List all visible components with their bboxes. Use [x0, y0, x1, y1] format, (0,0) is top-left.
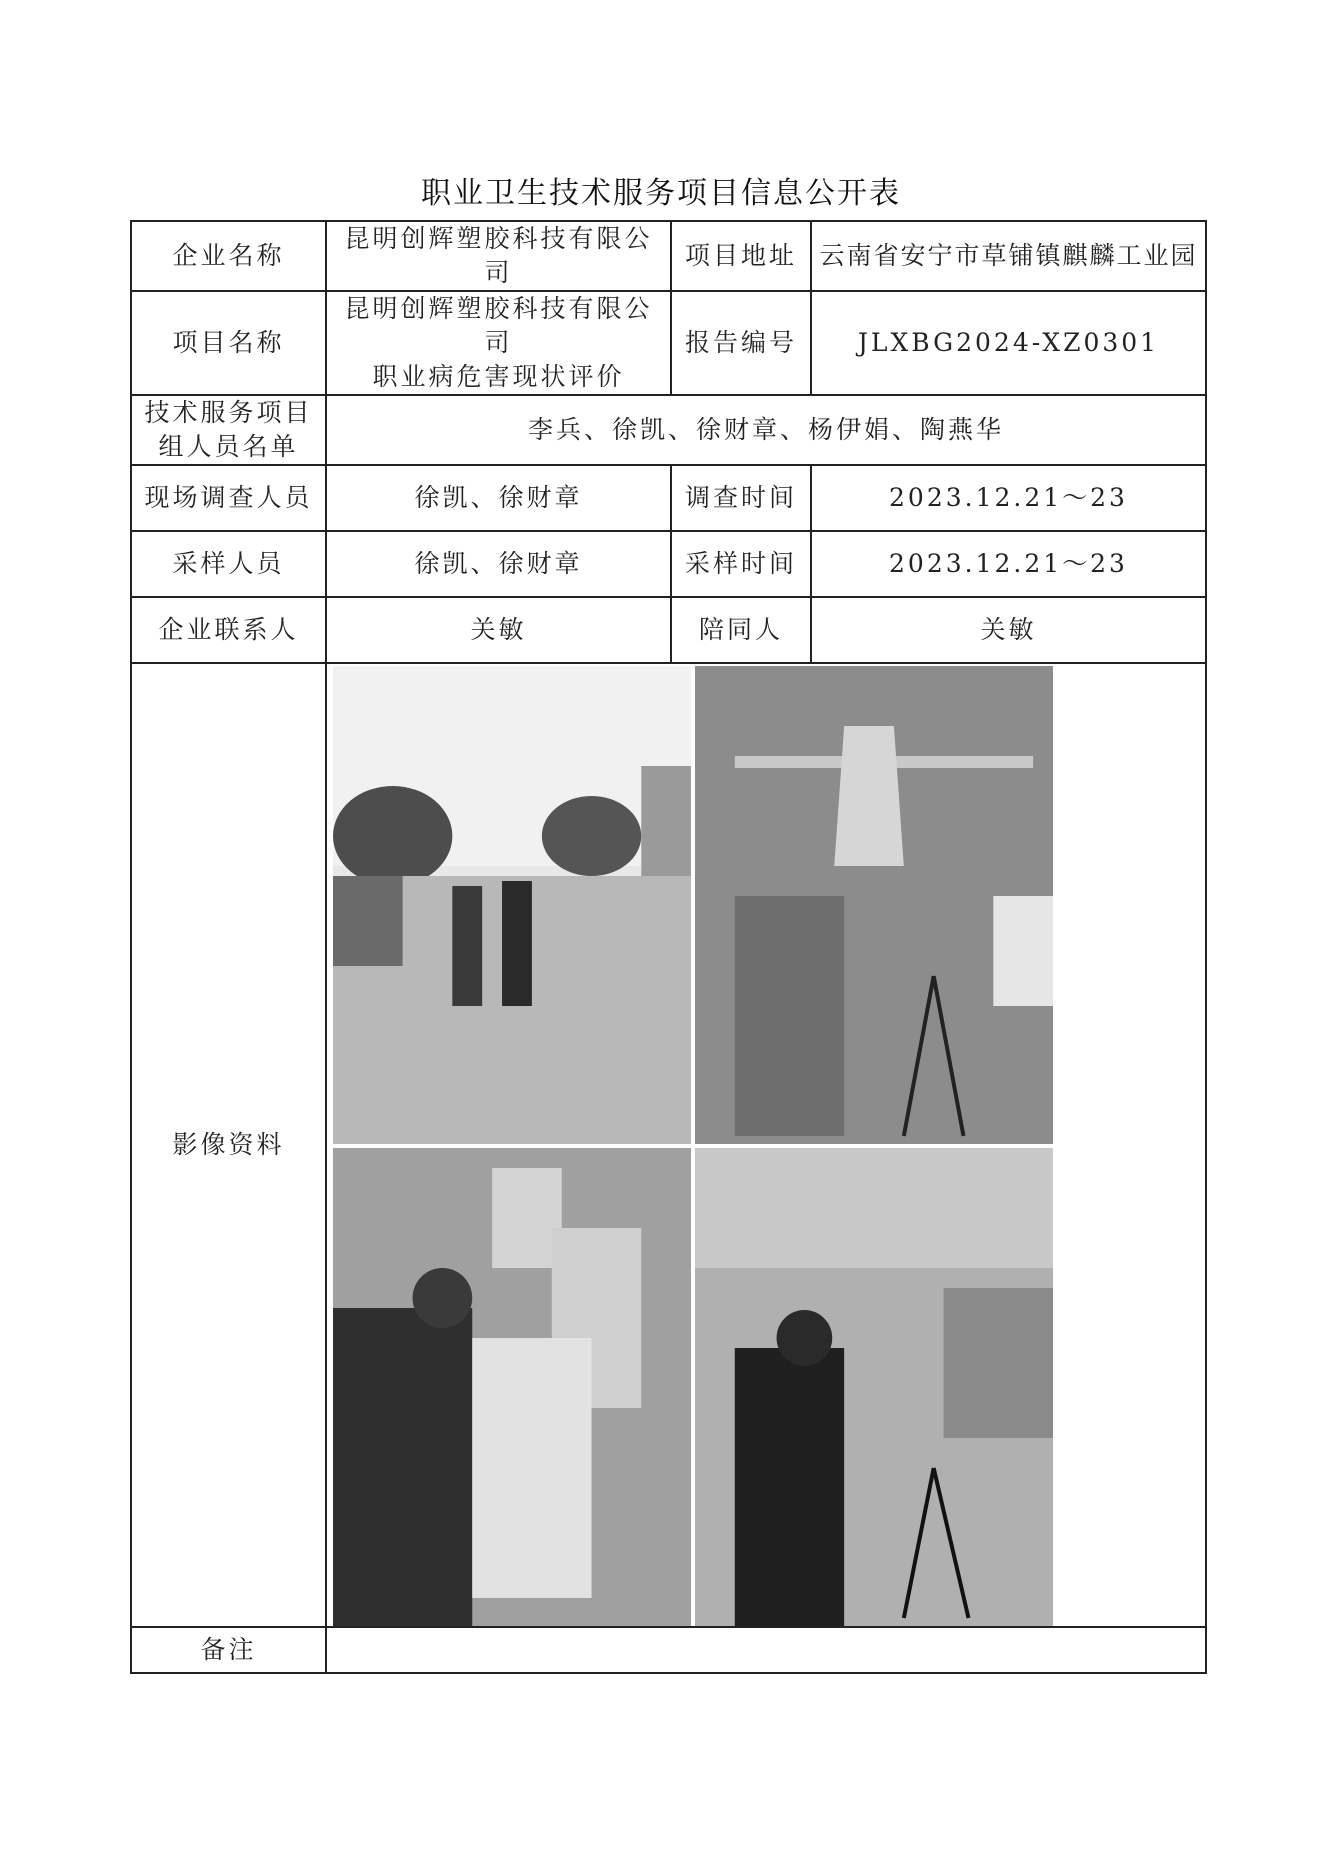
row-survey — [131, 465, 1206, 531]
team-value: 李兵、徐凯、徐财章、杨伊娟、陶燕华 — [326, 395, 1206, 465]
contact-label: 企业联系人 — [131, 597, 326, 663]
project-value — [326, 291, 671, 395]
project-value-line1: 昆明创辉塑胶科技有限公司 — [344, 294, 653, 357]
sampling-staff-label: 采样人员 — [131, 531, 326, 597]
project-label: 项目名称 — [131, 291, 326, 395]
photo-sampler-tripod-image — [695, 1148, 1053, 1626]
sampling-time-label: 采样时间 — [671, 531, 811, 597]
photo-grid — [333, 664, 1053, 1626]
survey-staff-label: 现场调查人员 — [131, 465, 326, 531]
survey-staff-value: 徐凯、徐财章 — [326, 465, 671, 531]
row-contact — [131, 597, 1206, 663]
row-team — [131, 395, 1206, 465]
team-label-line1: 技术服务项目 — [144, 398, 313, 427]
company-label: 企业名称 — [131, 221, 326, 291]
escort-value: 关敏 — [811, 597, 1206, 663]
remarks-value — [326, 1627, 1206, 1673]
photo-sampler-tripod — [695, 1148, 1053, 1626]
project-value-line2: 职业病危害现状评价 — [372, 362, 625, 391]
contact-value: 关敏 — [326, 597, 671, 663]
row-company — [131, 221, 1206, 291]
company-value: 昆明创辉塑胶科技有限公司 — [326, 221, 671, 291]
sampling-time-value: 2023.12.21～23 — [811, 531, 1206, 597]
address-label: 项目地址 — [671, 221, 811, 291]
survey-time-label: 调查时间 — [671, 465, 811, 531]
photo-factory-gate-image — [333, 666, 691, 1144]
photo-mixer-workers-image — [333, 1148, 691, 1626]
report-number: JLXBG2024-XZ0301 — [811, 291, 1206, 395]
address-value: 云南省安宁市草铺镇麒麟工业园 — [811, 221, 1206, 291]
photo-machine-sampling-image — [695, 666, 1053, 1144]
remarks-label: 备注 — [131, 1627, 326, 1673]
row-sampling — [131, 531, 1206, 597]
row-remarks — [131, 1627, 1206, 1673]
team-label-line2: 组人员名单 — [158, 432, 299, 461]
sampling-staff-value: 徐凯、徐财章 — [326, 531, 671, 597]
survey-time-value: 2023.12.21～23 — [811, 465, 1206, 531]
images-label: 影像资料 — [131, 663, 326, 1627]
images-cell — [326, 663, 1206, 1627]
team-label — [131, 395, 326, 465]
row-project — [131, 291, 1206, 395]
photo-machine-sampling — [695, 666, 1053, 1144]
photo-factory-gate — [333, 666, 691, 1144]
row-images — [131, 663, 1206, 1627]
report-label: 报告编号 — [671, 291, 811, 395]
page-title: 职业卫生技术服务项目信息公开表 — [421, 176, 901, 211]
photo-mixer-workers — [333, 1148, 691, 1626]
info-table — [130, 220, 1207, 1674]
escort-label: 陪同人 — [671, 597, 811, 663]
